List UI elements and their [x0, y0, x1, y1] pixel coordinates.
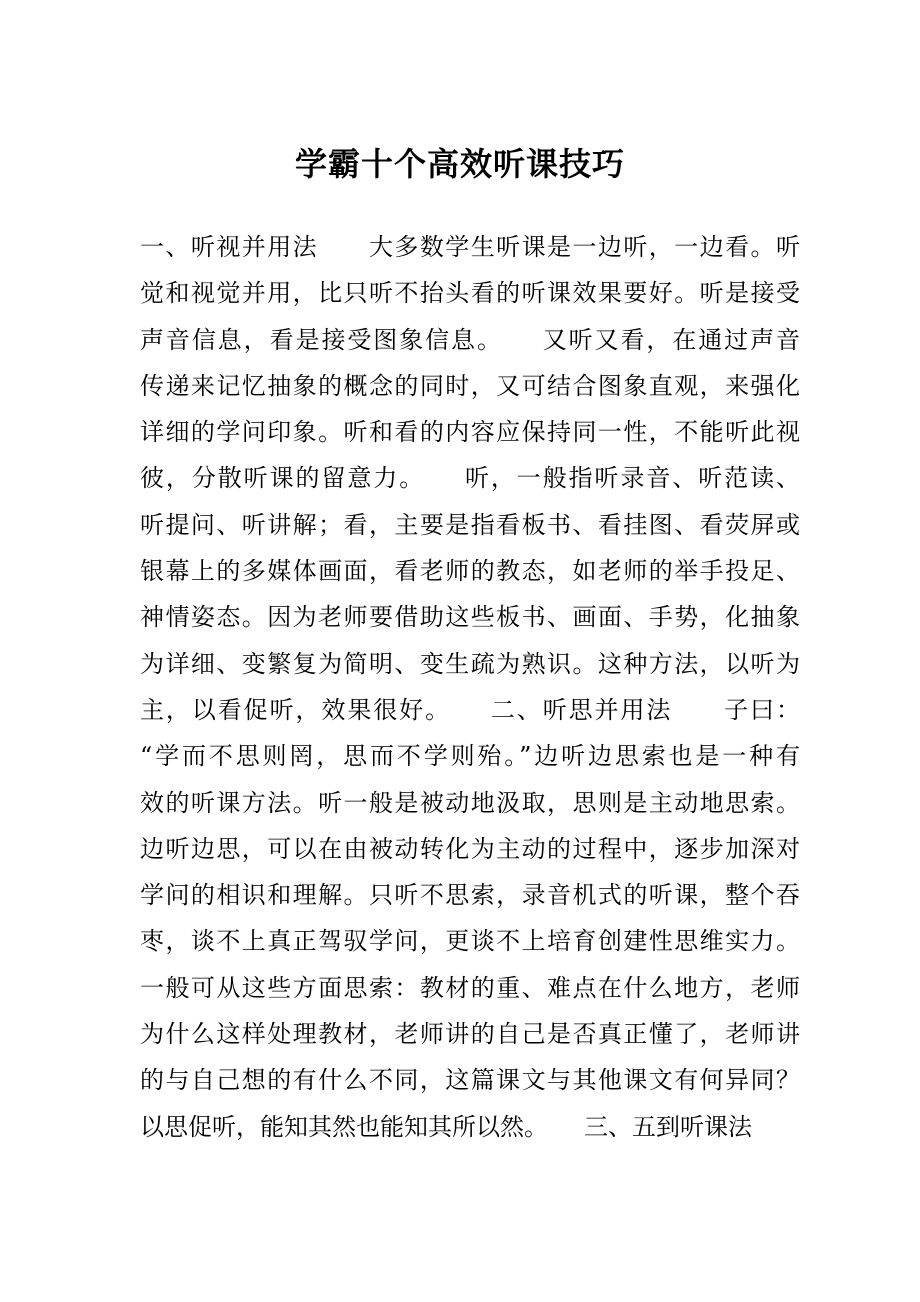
- text-line: 主，以看促听，效果很好。 二、听思并用法 子曰：: [140, 695, 800, 724]
- text-line: 听提问、听讲解；看，主要是指看板书、看挂图、看荧屏或: [140, 510, 800, 539]
- text-line: 的与自己想的有什么不同，这篇课文与其他课文有何异同？: [140, 1066, 800, 1095]
- text-line: 觉和视觉并用，比只听不抬头看的听课效果要好。听是接受: [140, 279, 800, 308]
- text-line: 银幕上的多媒体画面，看老师的教态，如老师的举手投足、: [140, 557, 800, 586]
- text-line: 以思促听，能知其然也能知其所以然。 三、五到听课法: [140, 1112, 752, 1141]
- text-line: 学问的相识和理解。只听不思索，录音机式的听课，整个吞: [140, 881, 800, 910]
- text-line: 为详细、变繁复为简明、变生疏为熟识。这种方法，以听为: [140, 649, 800, 678]
- text-line: “学而不思则罔，思而不学则殆。”边听边思索也是一种有: [140, 742, 800, 771]
- text-line: 枣，谈不上真正驾驭学问，更谈不上培育创建性思维实力。: [140, 927, 800, 956]
- text-line: 一、听视并用法 大多数学生听课是一边听，一边看。听: [140, 233, 800, 261]
- text-line: 传递来记忆抽象的概念的同时，又可结合图象直观，来强化: [140, 371, 800, 400]
- text-line: 边听边思，可以在由被动转化为主动的过程中，逐步加深对: [140, 834, 800, 863]
- document-body: [140, 224, 800, 1150]
- text-line: 神情姿态。因为老师要借助这些板书、画面、手势，化抽象: [140, 603, 800, 632]
- text-line: 一般可从这些方面思索：教材的重、难点在什么地方，老师: [140, 973, 800, 1002]
- text-line: 彼，分散听课的留意力。 听，一般指听录音、听范读、: [140, 464, 800, 493]
- text-line: 详细的学问印象。听和看的内容应保持同一性，不能听此视: [140, 418, 800, 447]
- text-line: 声音信息，看是接受图象信息。 又听又看，在通过声音: [140, 325, 800, 354]
- text-line: 为什么这样处理教材，老师讲的自己是否真正懂了，老师讲: [140, 1020, 800, 1049]
- text-line: 效的听课方法。听一般是被动地汲取，思则是主动地思索。: [140, 788, 800, 817]
- page-title: 学霸十个高效听课技巧: [294, 145, 625, 183]
